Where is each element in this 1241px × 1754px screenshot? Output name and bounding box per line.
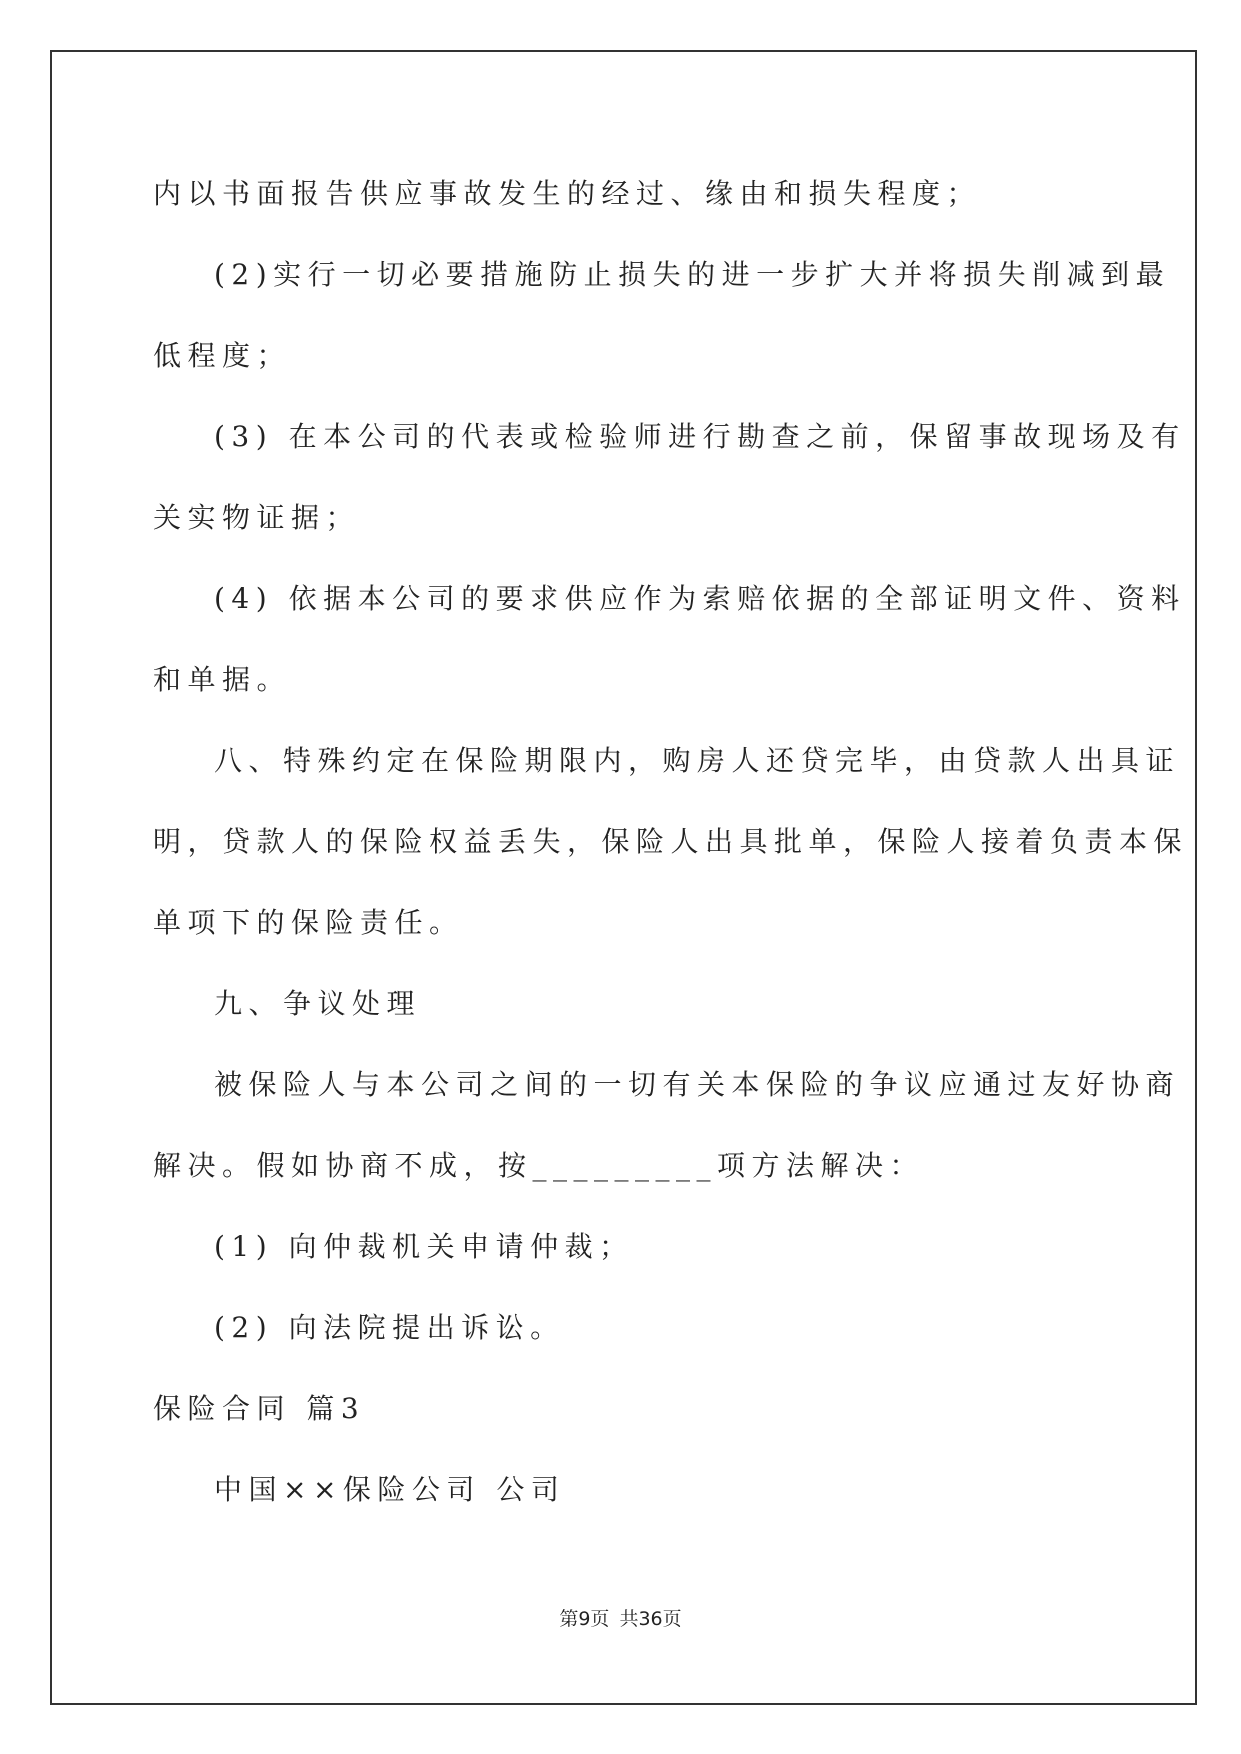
text-line: 八、特殊约定在保险期限内，购房人还贷完毕，由贷款人出具证	[214, 744, 1181, 777]
text-line: 内以书面报告供应事故发生的经过、缘由和损失程度；	[153, 177, 982, 210]
text-line: 低程度；	[153, 339, 292, 372]
text-line: (2)实行一切必要措施防止损失的进一步扩大并将损失削减到最	[214, 258, 1171, 291]
text-line: 明，贷款人的保险权益丢失，保险人出具批单，保险人接着负责本保	[153, 825, 1189, 858]
text-line: 和单据。	[153, 663, 292, 696]
page-number: 第9页	[559, 1608, 610, 1630]
page-border	[50, 50, 1197, 1705]
page-footer	[0, 1604, 1241, 1631]
text-line: 单项下的保险责任。	[153, 906, 464, 939]
section-heading: 九、争议处理	[214, 987, 422, 1020]
text-line: (2) 向法院提出诉讼。	[214, 1311, 565, 1344]
text-line: 被保险人与本公司之间的一切有关本保险的争议应通过友好协商	[214, 1068, 1181, 1101]
text-line: 解决。假如协商不成，按_________项方法解决：	[153, 1149, 925, 1182]
text-line: (4) 依据本公司的要求供应作为索赔依据的全部证明文件、资料	[214, 582, 1186, 615]
page-total: 共36页	[619, 1608, 682, 1630]
text-line: 中国××保险公司 公司	[214, 1473, 566, 1506]
document-title: 保险合同 篇3	[153, 1392, 366, 1425]
text-line: (1) 向仲裁机关申请仲裁；	[214, 1230, 634, 1263]
text-line: (3) 在本公司的代表或检验师进行勘查之前，保留事故现场及有	[214, 420, 1186, 453]
text-line: 关实物证据；	[153, 501, 361, 534]
